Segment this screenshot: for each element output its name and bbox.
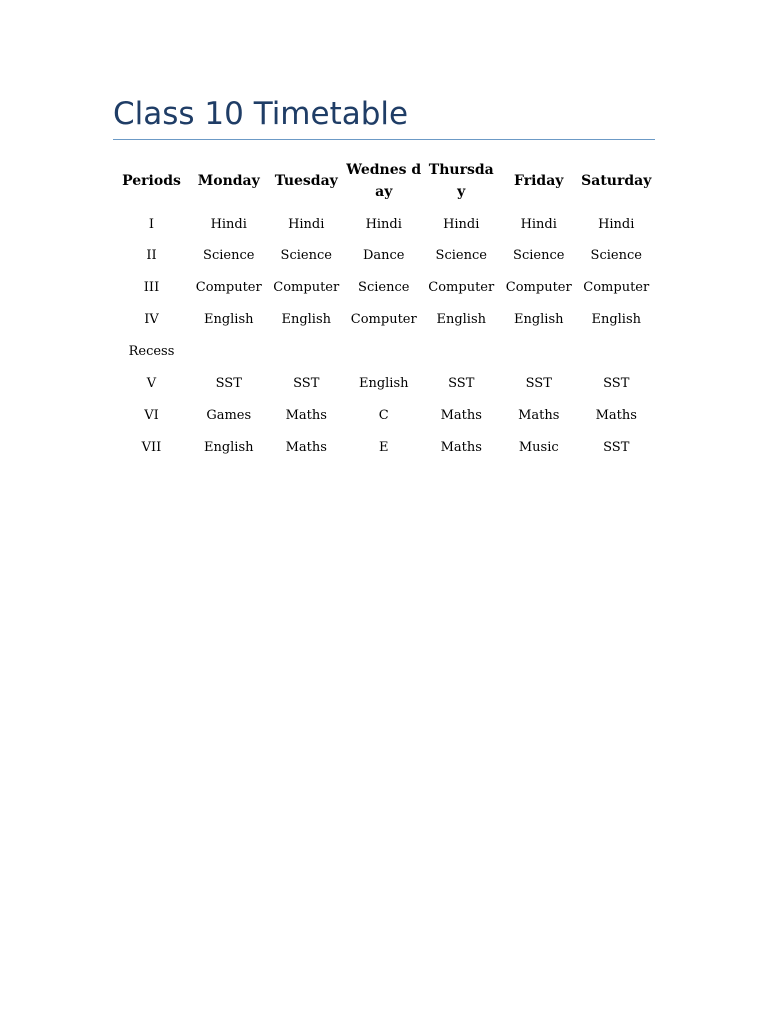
subject-cell: Computer xyxy=(195,280,262,295)
period-cell: Recess xyxy=(128,344,175,359)
subject-cell: SST xyxy=(603,376,630,391)
subject-cell: Maths xyxy=(285,408,327,423)
subject-cell: Hindi xyxy=(210,217,247,232)
subject-cell xyxy=(190,336,268,368)
subject-cell: SST xyxy=(448,376,475,391)
table-row xyxy=(113,304,655,336)
subject-cell xyxy=(423,336,501,368)
subject-cell: Science xyxy=(280,248,332,263)
table-row xyxy=(113,240,655,272)
header-thursday: Thursda y xyxy=(428,162,494,200)
subject-cell: English xyxy=(203,440,254,455)
subject-cell: Computer xyxy=(350,312,417,327)
header-saturday: Saturday xyxy=(581,173,652,189)
subject-cell: Computer xyxy=(273,280,340,295)
page-title: Class 10 Timetable xyxy=(113,96,409,132)
subject-cell: English xyxy=(281,312,332,327)
subject-cell xyxy=(578,336,656,368)
period-cell: III xyxy=(143,280,160,295)
subject-cell: Science xyxy=(513,248,565,263)
subject-cell: SST xyxy=(293,376,320,391)
subject-cell: Computer xyxy=(505,280,572,295)
table-row-recess xyxy=(113,336,655,368)
subject-cell: English xyxy=(513,312,564,327)
table-row xyxy=(113,272,655,304)
subject-cell: English xyxy=(358,376,409,391)
table-row xyxy=(113,400,655,432)
subject-cell: Science xyxy=(590,248,642,263)
subject-cell xyxy=(268,336,346,368)
subject-cell: SST xyxy=(525,376,552,391)
subject-cell: Science xyxy=(435,248,487,263)
subject-cell: Computer xyxy=(583,280,650,295)
subject-cell: SST xyxy=(603,440,630,455)
subject-cell: English xyxy=(436,312,487,327)
table-row xyxy=(113,432,655,464)
subject-cell: Maths xyxy=(595,408,637,423)
subject-cell: English xyxy=(203,312,254,327)
subject-cell: Science xyxy=(203,248,255,263)
subject-cell xyxy=(500,336,578,368)
header-monday: Monday xyxy=(197,173,260,189)
subject-cell: Maths xyxy=(440,440,482,455)
period-cell: IV xyxy=(144,312,159,327)
header-tuesday: Tuesday xyxy=(274,173,338,189)
subject-cell: Hindi xyxy=(598,217,635,232)
subject-cell: E xyxy=(379,440,389,455)
subject-cell: Games xyxy=(206,408,252,423)
table-row xyxy=(113,368,655,400)
subject-cell: Music xyxy=(518,440,559,455)
subject-cell: Hindi xyxy=(288,217,325,232)
subject-cell xyxy=(345,336,423,368)
subject-cell: Dance xyxy=(362,248,405,263)
period-cell: V xyxy=(146,376,157,391)
header-wednesday: Wednes day xyxy=(346,162,422,200)
table-row xyxy=(113,210,655,240)
period-cell: VI xyxy=(144,408,159,423)
subject-cell: Hindi xyxy=(443,217,480,232)
period-cell: II xyxy=(146,248,157,263)
subject-cell: Maths xyxy=(440,408,482,423)
subject-cell: Computer xyxy=(428,280,495,295)
period-cell: I xyxy=(148,217,155,232)
header-friday: Friday xyxy=(514,173,564,189)
subject-cell: Maths xyxy=(285,440,327,455)
subject-cell: C xyxy=(378,408,389,423)
timetable-header-row xyxy=(113,152,655,210)
subject-cell: Maths xyxy=(518,408,560,423)
subject-cell: SST xyxy=(215,376,242,391)
subject-cell: English xyxy=(591,312,642,327)
title-underline xyxy=(113,139,655,140)
subject-cell: Hindi xyxy=(365,217,402,232)
header-periods: Periods xyxy=(122,173,181,189)
subject-cell: Hindi xyxy=(520,217,557,232)
timetable xyxy=(113,152,655,464)
period-cell: VII xyxy=(141,440,162,455)
subject-cell: Science xyxy=(358,280,410,295)
